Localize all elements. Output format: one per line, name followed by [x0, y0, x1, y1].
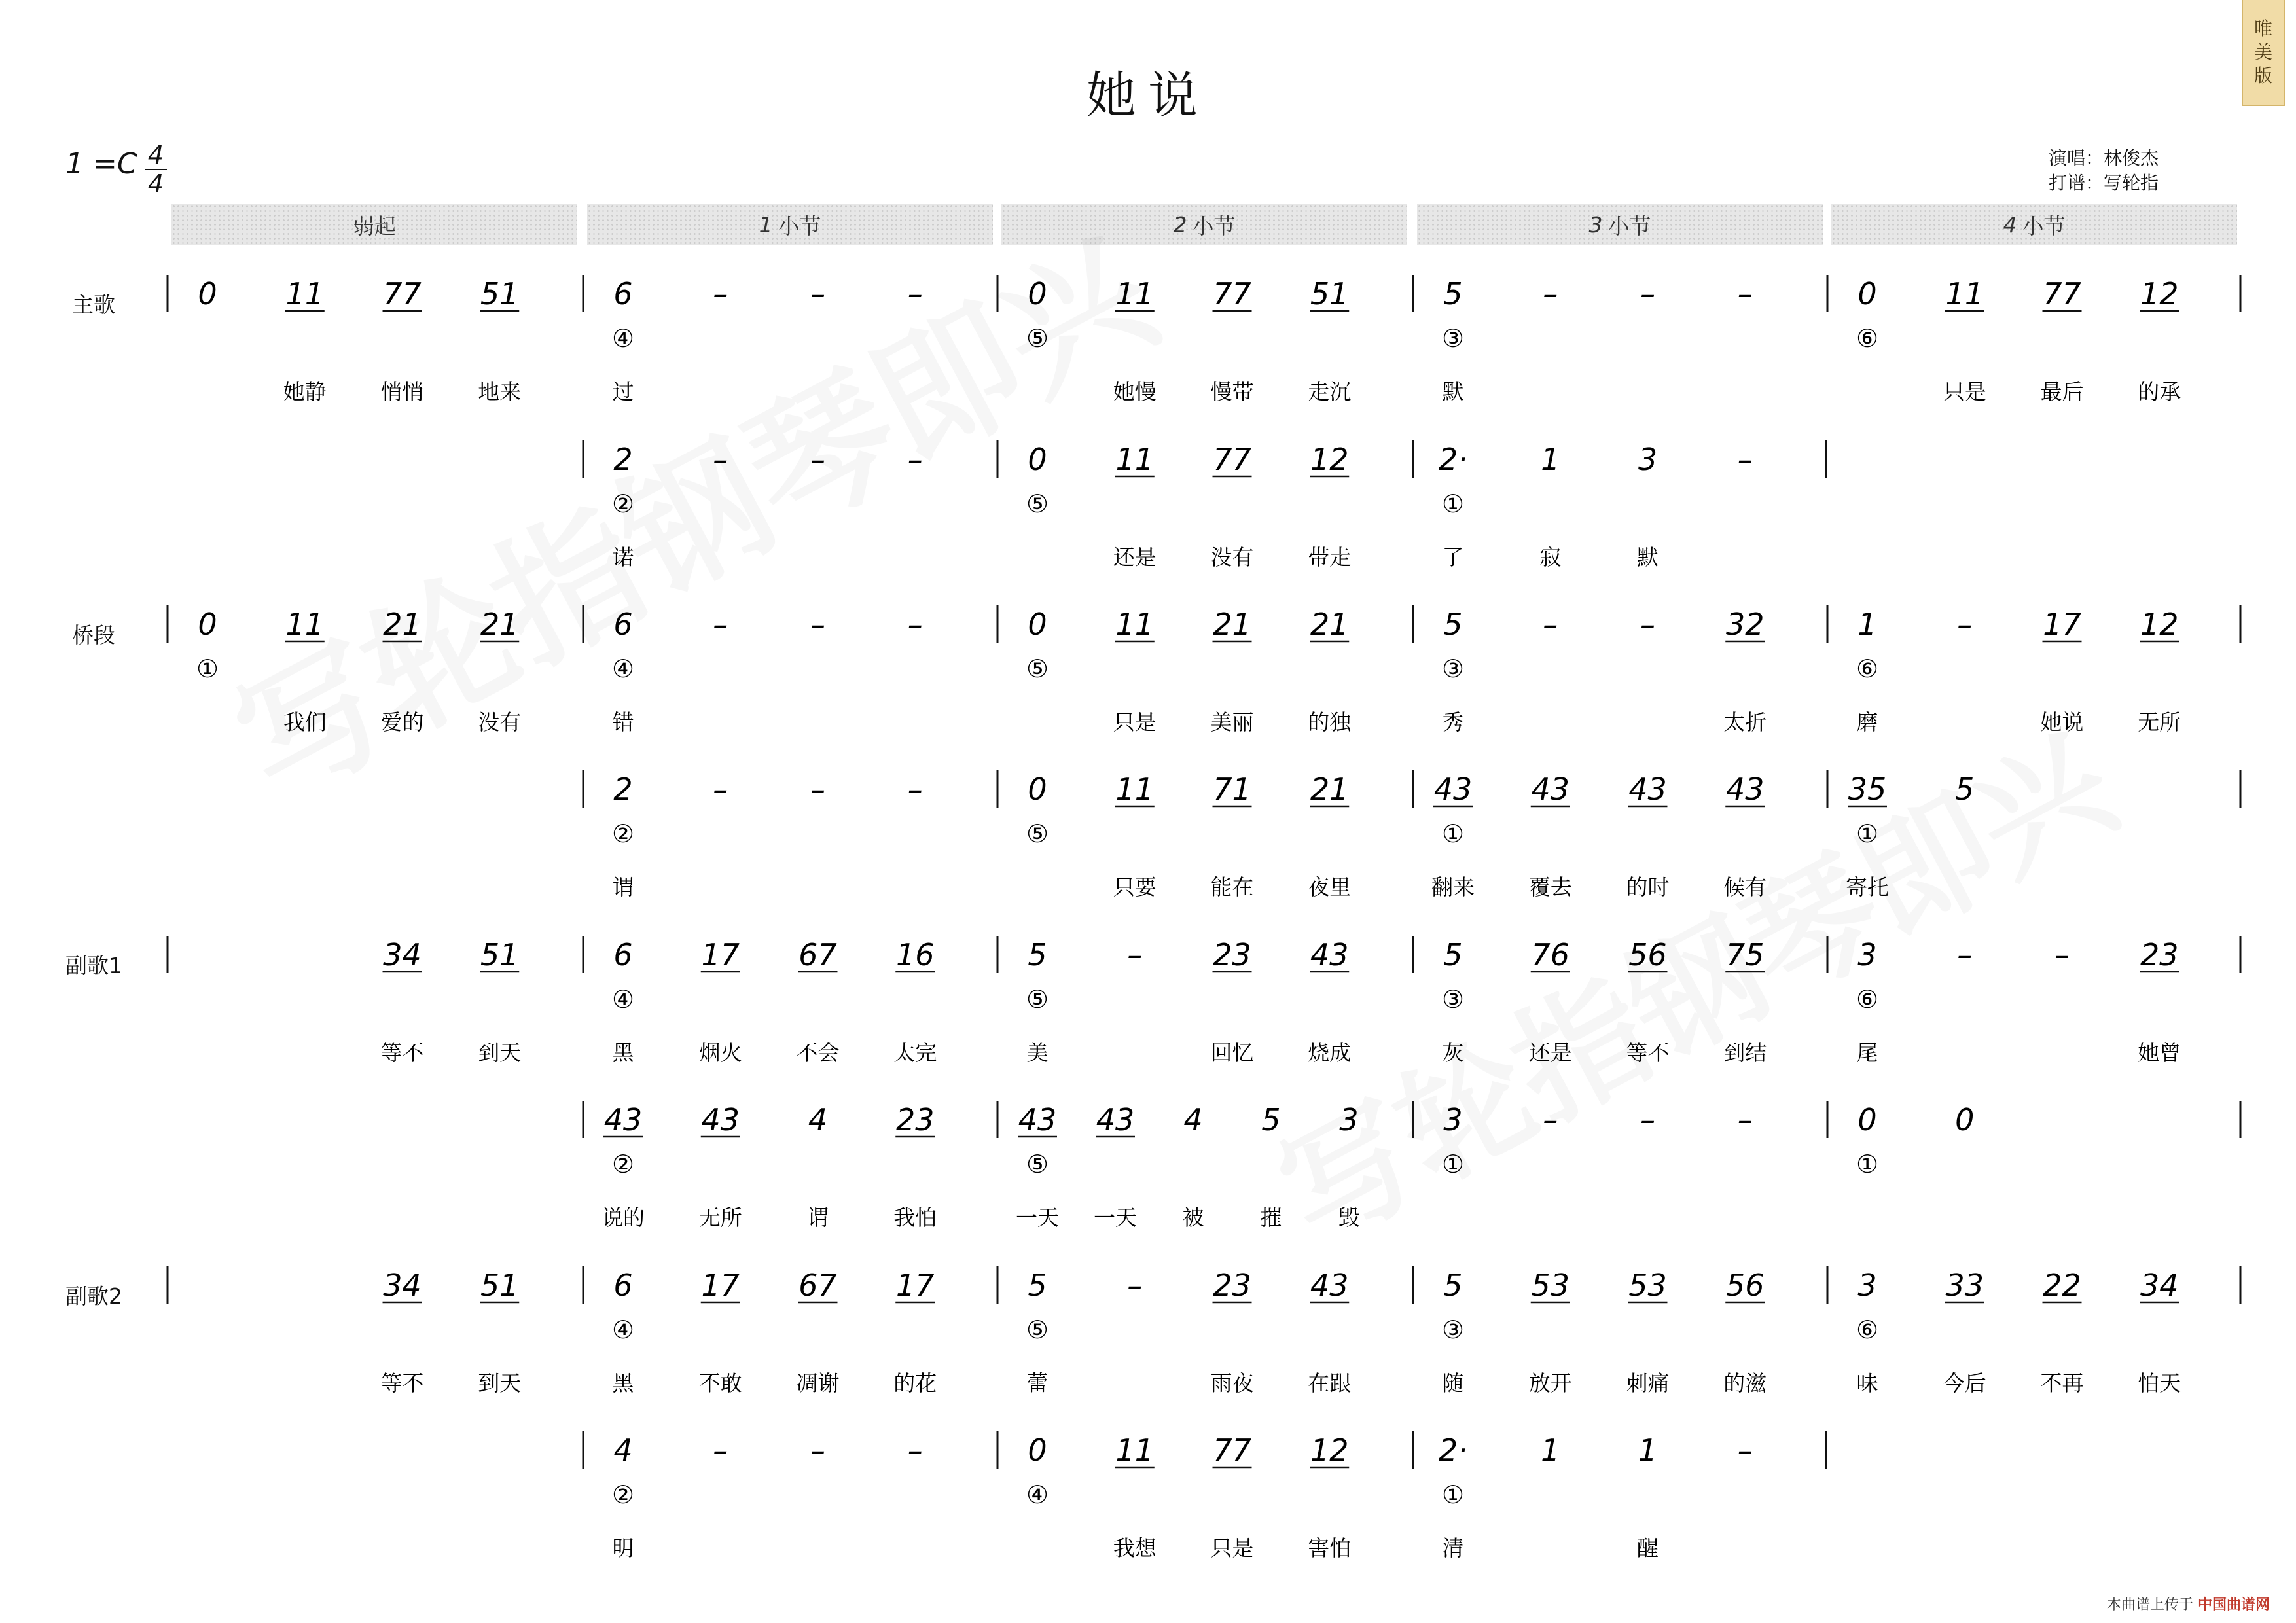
lyric: 在跟 [1308, 1370, 1352, 1396]
fingering-mark: ① [1856, 1150, 1879, 1179]
note: 1 [1638, 1433, 1658, 1468]
note: 4 [1183, 1102, 1203, 1137]
lyric: 烟火 [698, 1040, 742, 1065]
note: 35 [1848, 772, 1887, 807]
note: 77 [1213, 276, 1251, 312]
fingering-mark: ③ [1441, 1315, 1465, 1344]
note: 6 [613, 276, 633, 312]
lyric: 不敢 [698, 1370, 742, 1396]
note: 0 [1028, 607, 1047, 642]
note: 77 [383, 276, 422, 312]
note: 16 [895, 937, 935, 972]
section-label-chorus2: 副歌2 [65, 1283, 122, 1309]
note: 43 [603, 1102, 643, 1137]
note: – [1640, 276, 1655, 312]
lyric: 的时 [1626, 874, 1670, 900]
lyric: 烧成 [1308, 1040, 1352, 1065]
note: 17 [701, 937, 740, 972]
lyric: 默 [1442, 379, 1464, 404]
fingering-mark: ① [196, 654, 219, 683]
lyric: 的滋 [1723, 1370, 1767, 1396]
note: 5 [1261, 1102, 1281, 1137]
lyric: 放开 [1528, 1370, 1572, 1396]
lyric: 灰 [1442, 1040, 1464, 1065]
note: 11 [1115, 276, 1155, 312]
note: – [810, 1433, 825, 1468]
note: 0 [1857, 1102, 1877, 1137]
note: 21 [1213, 607, 1251, 642]
lyric: 蕾 [1026, 1370, 1049, 1396]
fingering-mark: ③ [1441, 985, 1465, 1014]
measure-number: 4 [2003, 211, 2017, 238]
lyric: 毁 [1338, 1205, 1360, 1230]
lyric: 被 [1182, 1205, 1204, 1230]
note: – [907, 276, 923, 312]
note: – [907, 607, 923, 642]
note: – [713, 1433, 728, 1468]
lyric: 怕天 [2138, 1370, 2181, 1396]
note: – [810, 772, 825, 807]
lyric: 只要 [1113, 874, 1157, 900]
note: 17 [895, 1268, 935, 1303]
note: 51 [480, 937, 519, 972]
note: 11 [285, 276, 325, 312]
lyric: 无所 [698, 1205, 742, 1230]
lyric: 黑 [612, 1370, 634, 1396]
lyric: 秀 [1442, 709, 1464, 735]
fingering-mark: ⑤ [1026, 985, 1049, 1014]
note: 67 [798, 1268, 837, 1303]
lyric: 寂 [1539, 544, 1562, 570]
note: 0 [1028, 442, 1047, 477]
note: 0 [1028, 1433, 1047, 1468]
fingering-mark: ⑥ [1856, 654, 1879, 683]
note: 43 [1628, 772, 1667, 807]
note: 43 [1096, 1102, 1135, 1137]
time-signature-top: 4 [147, 141, 164, 169]
note: 53 [1628, 1268, 1667, 1303]
note: 43 [1725, 772, 1765, 807]
lyric: 最后 [2040, 379, 2084, 404]
lyric: 等不 [380, 1370, 424, 1396]
fingering-mark: ⑤ [1026, 490, 1049, 518]
note: 51 [1310, 276, 1349, 312]
note: 11 [1945, 276, 1984, 312]
lyric: 的花 [893, 1370, 937, 1396]
lyric: 没有 [478, 709, 522, 735]
fingering-mark: ④ [611, 654, 635, 683]
note: 3 [1443, 1102, 1463, 1137]
note: 11 [1115, 1433, 1155, 1468]
note: 4 [613, 1433, 633, 1468]
footer-text: 本曲谱上传于 [2106, 1597, 2193, 1613]
note: 67 [798, 937, 837, 972]
section-label-bridge: 桥段 [72, 622, 115, 648]
note: 2 [613, 772, 633, 807]
note: 3 [1339, 1102, 1359, 1137]
note: 6 [613, 1268, 633, 1303]
fingering-mark: ① [1856, 819, 1879, 848]
lyric: 太折 [1723, 709, 1767, 735]
note: – [907, 772, 923, 807]
fingering-mark: ② [611, 1480, 635, 1509]
note: – [1543, 276, 1558, 312]
note: 1 [1541, 442, 1560, 477]
lyric: 爱的 [380, 709, 424, 735]
note: 11 [1115, 607, 1155, 642]
lyric: 害怕 [1308, 1535, 1352, 1561]
note: 11 [1115, 442, 1155, 477]
note: 5 [1955, 772, 1975, 807]
fingering-mark: ③ [1441, 324, 1465, 353]
lyric: 醒 [1637, 1535, 1659, 1561]
note: – [713, 442, 728, 477]
note: 12 [1310, 1433, 1349, 1468]
measure-bar-label: 弱起 [353, 213, 396, 239]
lyric: 我怕 [893, 1205, 937, 1230]
lyric: 悄悄 [380, 379, 424, 404]
lyric: 太完 [893, 1040, 937, 1065]
note: 0 [1028, 276, 1047, 312]
lyric: 到天 [478, 1370, 522, 1396]
note: – [1957, 607, 1973, 642]
lyric: 覆去 [1528, 874, 1572, 900]
lyric: 明 [612, 1535, 634, 1561]
note: 51 [480, 1268, 519, 1303]
lyric: 等不 [380, 1040, 424, 1065]
fingering-mark: ⑤ [1026, 819, 1049, 848]
lyric: 清 [1442, 1535, 1464, 1561]
lyric: 只是 [1943, 379, 1986, 404]
lyric: 刺痛 [1626, 1370, 1670, 1396]
lyric: 还是 [1528, 1040, 1572, 1065]
note: 21 [1310, 607, 1349, 642]
note: 33 [1945, 1268, 1984, 1303]
lyric: 能在 [1210, 874, 1254, 900]
lyric: 她静 [283, 379, 327, 404]
lyric: 今后 [1943, 1370, 1986, 1396]
lyric: 诺 [612, 544, 634, 570]
note: 53 [1531, 1268, 1570, 1303]
lyric: 还是 [1113, 544, 1157, 570]
fingering-mark: ④ [611, 985, 635, 1014]
lyric: 地来 [478, 379, 522, 404]
measure-number: 1 [759, 211, 773, 238]
note: – [1543, 1102, 1558, 1137]
lyric: 带走 [1308, 544, 1352, 570]
fingering-mark: ② [611, 490, 635, 518]
fingering-mark: ② [611, 1150, 635, 1179]
lyric: 等不 [1626, 1040, 1670, 1065]
note: 2· [1439, 1433, 1467, 1468]
note: 21 [1310, 772, 1349, 807]
note: – [1737, 276, 1753, 312]
badge-char: 版 [2253, 65, 2272, 86]
lyric: 她慢 [1113, 379, 1157, 404]
fingering-mark: ④ [1026, 1480, 1049, 1509]
note: 5 [1443, 607, 1463, 642]
note: 17 [2043, 607, 2081, 642]
fingering-mark: ③ [1441, 654, 1465, 683]
fingering-mark: ② [611, 819, 635, 848]
lyric: 夜里 [1308, 874, 1352, 900]
note: 43 [1531, 772, 1570, 807]
note: 0 [1028, 772, 1047, 807]
note: – [1127, 937, 1143, 972]
singer-credit: 演唱：林俊杰 [2049, 147, 2159, 169]
lyric: 味 [1856, 1370, 1878, 1396]
lyric: 一天 [1016, 1205, 1059, 1230]
note: 2· [1439, 442, 1467, 477]
note: 5 [1028, 937, 1047, 972]
note: 56 [1628, 937, 1667, 972]
note: 43 [1310, 1268, 1349, 1303]
note: 0 [198, 276, 217, 312]
lyric: 磨 [1856, 709, 1878, 735]
fingering-mark: ⑤ [1026, 324, 1049, 353]
fingering-mark: ④ [611, 324, 635, 353]
fingering-mark: ⑥ [1856, 985, 1879, 1014]
upload-footer [2107, 1594, 2270, 1614]
fingering-mark: ① [1441, 490, 1465, 518]
note: 12 [1310, 442, 1349, 477]
lyric: 无所 [2138, 709, 2181, 735]
note: – [1737, 1433, 1753, 1468]
badge-char: 美 [2253, 41, 2272, 63]
note: 12 [2140, 607, 2179, 642]
note: – [2054, 937, 2070, 972]
lyric: 美 [1026, 1040, 1049, 1065]
lyric: 寄托 [1846, 874, 1889, 900]
note: 2 [613, 442, 633, 477]
note: – [1957, 937, 1973, 972]
fingering-mark: ⑤ [1026, 1150, 1049, 1179]
lyric: 凋谢 [796, 1370, 840, 1396]
fingering-mark: ① [1441, 1480, 1465, 1509]
note: 77 [2043, 276, 2081, 312]
note: 34 [2140, 1268, 2179, 1303]
fingering-mark: ① [1441, 819, 1465, 848]
lyric: 只是 [1210, 1535, 1254, 1561]
note: 23 [2140, 937, 2179, 972]
note: – [713, 772, 728, 807]
note: 34 [383, 1268, 422, 1303]
lyric: 尾 [1856, 1040, 1878, 1065]
note: 32 [1725, 607, 1765, 642]
note: 56 [1725, 1268, 1765, 1303]
note: – [810, 276, 825, 312]
note: – [1640, 607, 1655, 642]
note: 12 [2140, 276, 2179, 312]
measure-bar-label: 小节 [1607, 213, 1651, 239]
lyric: 到结 [1723, 1040, 1767, 1065]
note: 51 [480, 276, 519, 312]
fingering-mark: ④ [611, 1315, 635, 1344]
lyric: 只是 [1113, 709, 1157, 735]
note: 77 [1213, 1433, 1251, 1468]
lyric: 黑 [612, 1040, 634, 1065]
lyric: 的承 [2138, 379, 2181, 404]
badge-char: 唯 [2253, 18, 2272, 39]
note: 5 [1443, 1268, 1463, 1303]
note: 6 [613, 937, 633, 972]
arranger-credit: 打谱：写轮指 [2049, 172, 2159, 194]
lyric: 随 [1442, 1370, 1464, 1396]
note: 22 [2043, 1268, 2081, 1303]
note: 4 [808, 1102, 828, 1137]
note: 17 [701, 1268, 740, 1303]
note: 0 [198, 607, 217, 642]
lyric: 谓 [612, 874, 634, 900]
note: 21 [480, 607, 519, 642]
lyric: 默 [1637, 544, 1659, 570]
site-logo: 中国曲谱网 [2197, 1597, 2270, 1613]
measure-bar-label: 小节 [778, 213, 821, 239]
note: 23 [1213, 1268, 1251, 1303]
note: 3 [1857, 1268, 1877, 1303]
lyric: 候有 [1723, 874, 1767, 900]
lyric: 谓 [807, 1205, 829, 1230]
lyric: 说的 [601, 1205, 645, 1230]
note: 71 [1213, 772, 1251, 807]
note: 75 [1725, 937, 1765, 972]
measure-bar-label: 小节 [1192, 213, 1236, 239]
lyric: 过 [612, 379, 634, 404]
fingering-mark: ⑥ [1856, 324, 1879, 353]
note: 6 [613, 607, 633, 642]
note: 43 [1310, 937, 1349, 972]
lyric: 的独 [1308, 709, 1352, 735]
note: 77 [1213, 442, 1251, 477]
note: 43 [1018, 1102, 1057, 1137]
note: 3 [1638, 442, 1658, 477]
lyric: 美丽 [1210, 709, 1254, 735]
fingering-mark: ⑤ [1026, 654, 1049, 683]
note: – [1737, 1102, 1753, 1137]
note: 23 [895, 1102, 935, 1137]
note: 1 [1541, 1433, 1560, 1468]
note: – [713, 276, 728, 312]
fingering-mark: ① [1441, 1150, 1465, 1179]
note: 34 [383, 937, 422, 972]
lyric: 我们 [283, 709, 327, 735]
lyric: 走沉 [1308, 379, 1352, 404]
lyric: 不会 [796, 1040, 840, 1065]
note: 21 [383, 607, 422, 642]
page-title: 她说 [1086, 66, 1210, 124]
section-label-verse: 主歌 [72, 292, 115, 317]
time-signature-bottom: 4 [147, 169, 164, 198]
measure-number: 3 [1588, 211, 1603, 238]
note: 11 [285, 607, 325, 642]
lyric: 没有 [1210, 544, 1254, 570]
lyric: 不再 [2040, 1370, 2084, 1396]
lyric: 摧 [1260, 1205, 1282, 1230]
note: 1 [1857, 607, 1877, 642]
note: 43 [1433, 772, 1473, 807]
note: 5 [1443, 276, 1463, 312]
fingering-mark: ⑥ [1856, 1315, 1879, 1344]
note: – [907, 1433, 923, 1468]
lyric: 一天 [1094, 1205, 1137, 1230]
note: – [810, 607, 825, 642]
lyric: 我想 [1113, 1535, 1157, 1561]
lyric: 她说 [2040, 709, 2084, 735]
note: 5 [1443, 937, 1463, 972]
note: 3 [1857, 937, 1877, 972]
note: – [907, 442, 923, 477]
note: – [1543, 607, 1558, 642]
measure-number: 2 [1173, 211, 1187, 238]
lyric: 到天 [478, 1040, 522, 1065]
note: – [713, 607, 728, 642]
measure-bar-label: 小节 [2022, 213, 2066, 239]
note: 23 [1213, 937, 1251, 972]
note: 0 [1857, 276, 1877, 312]
fingering-mark: ⑤ [1026, 1315, 1049, 1344]
note: 5 [1028, 1268, 1047, 1303]
note: – [1640, 1102, 1655, 1137]
note: 76 [1531, 937, 1570, 972]
lyric: 慢带 [1210, 379, 1254, 404]
note: 0 [1955, 1102, 1975, 1137]
lyric: 了 [1442, 544, 1464, 570]
lyric: 她曾 [2138, 1040, 2181, 1065]
note: – [810, 442, 825, 477]
key-signature: 1 =C [65, 147, 137, 181]
lyric: 错 [612, 709, 634, 735]
section-label-chorus1: 副歌1 [65, 953, 122, 978]
lyric: 回忆 [1210, 1040, 1254, 1065]
note: – [1737, 442, 1753, 477]
note: – [1127, 1268, 1143, 1303]
note: 11 [1115, 772, 1155, 807]
lyric: 翻来 [1431, 874, 1475, 900]
lyric: 雨夜 [1210, 1370, 1254, 1396]
note: 43 [701, 1102, 740, 1137]
